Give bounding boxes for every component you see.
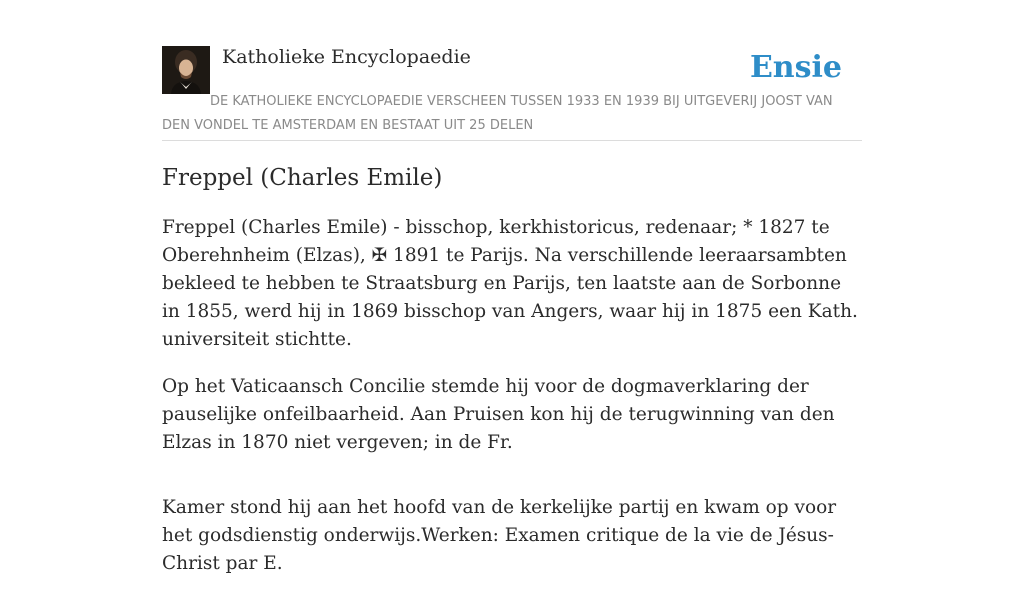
portrait-icon [162,46,210,94]
article-paragraph: Freppel (Charles Emile) - bisschop, kerkhistoricus, redenaar; * 1827 te Oberehnheim (Elzas), ✠ 1891 te Parijs. Na verschillende leeraarsambten bekleed te hebben te Straatsburg en Parijs, ten laatste aan de Sorbonne in 1855, werd hij in 1869 bisschop van Angers, waar hij in 1875 een Kath. universiteit stichtte. [162,217,858,350]
site-description: DE KATHOLIEKE ENCYCLOPAEDIE VERSCHEEN TUSSEN 1933 EN 1939 BIJ UITGEVERIJ JOOST VAN DEN VONDEL TE AMSTERDAM EN BESTAAT UIT 25 DELEN [162,94,833,133]
avatar[interactable] [162,46,210,94]
site-title[interactable]: Katholieke Encyclopaedie [222,46,471,68]
site-header [162,44,862,141]
article [162,160,862,597]
brand-logo[interactable]: Ensie [749,50,842,85]
article-paragraph: Op het Vaticaansch Concilie stemde hij voor de dogmaverklaring der pauselijke onfeilbaarheid. Aan Pruisen kon hij de terugwinning van den Elzas in 1870 niet vergeven; in de Fr. [162,376,835,453]
article-paragraph: Kamer stond hij aan het hoofd van de kerkelijke partij en kwam op voor het godsdienstig onderwijs.Werken: Examen critique de la vie de Jésus-Christ par E. [162,497,837,574]
article-title: Freppel (Charles Emile) [162,165,443,191]
